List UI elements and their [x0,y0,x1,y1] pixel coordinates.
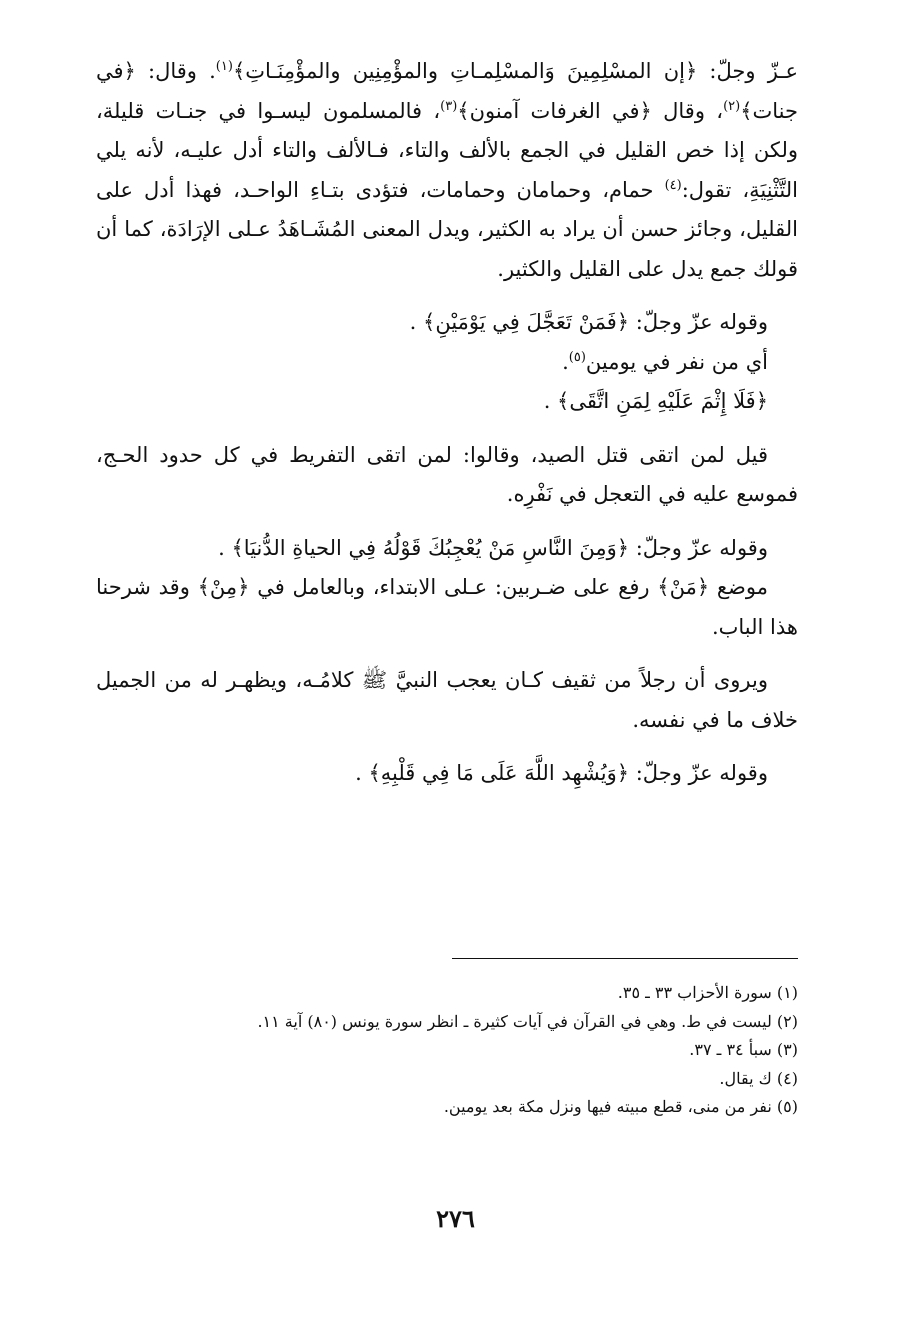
verse-line: وقوله عزّ وجلّ: ﴿فَمَنْ تَعَجَّلَ فِي يَوْمَيْنِ﴾ . [409,310,768,334]
text-run: . وقال: ﴿في جنات﴾ [96,59,798,123]
text-run: عـزّ وجلّ: ﴿إن المسْلِمِينَ وَالمسْلِمـاتِ والمؤْمِنِين والمؤْمِنَـاتِ﴾ [232,59,798,83]
body-text [96,52,798,794]
text-run: ، فالمسلمون ليسـوا في جنـات قليلة، ولكن إذا خص القليل في الجمع بالألف والتاء، فـالألف والتاء أدل عليـه، لأنه يلي التَّثْنِيَةِ، تقول: [96,98,798,202]
footnote-1: (١) سورة الأحزاب ٣٣ ـ ٣٥. [617,983,798,1002]
verse-line: وقوله عزّ وجلّ: ﴿وَيُشْهِد اللَّهَ عَلَى مَا فِي قَلْبِهِ﴾ . [355,761,768,785]
paragraph: ويروى أن رجلاً من ثقيف كـان يعجب النبيَّ ﷺ كلامُـه، ويظهـر له من الجميل خلاف ما في نفسه. [96,668,798,732]
text-run: حمام، وحمامان وحمامات، فتؤدى بتـاءِ الواحـد، فهذا أدل على القليل، وجائز حسن أن يراد به الكثير، ويدل المعنى المُشَـاهَدُ عـلى الإرَادَة، كما أن قولك جمع يدل على القليل والكثير. [96,177,798,281]
main-text [96,52,798,794]
footnote-ref[interactable]: (٤) [664,177,682,193]
paragraph [96,52,798,289]
footnote-5: (٥) نفر من منى، قطع مبيته فيها ونزل مكة بعد يومين. [443,1097,798,1117]
footnote-ref[interactable]: (٣) [440,98,458,114]
verse-gloss [96,343,798,383]
verse-line: ﴿فَلَا إِثْمَ عَلَيْهِ لِمَنِ اتَّقَى﴾ . [543,389,768,413]
page-number: ٢٧٦ [436,1204,475,1233]
footnote-divider [452,958,798,959]
footnote-ref[interactable]: (٥) [568,349,586,365]
footnote-2: (٢) ليست في ط. وهي في القرآن في آيات كثيرة ـ انظر سورة يونس (٨٠) آية ١١. [257,1011,798,1031]
footnote-4: (٤) ك يقال. [719,1068,798,1088]
footnote-ref[interactable]: (١) [215,59,233,74]
verse-line: وقوله عزّ وجلّ: ﴿وَمِنَ النَّاسِ مَنْ يُعْجِبُكَ قَوْلُهُ فِي الحياةِ الدُّنيَا﴾ . [218,535,768,560]
paragraph: موضع ﴿مَنْ﴾ رفع على ضـربين: عـلى الابتداء، وبالعامل في ﴿مِنْ﴾ وقد شرحنا هذا الباب. [96,575,798,639]
text-run: أي من نفر في يومين [585,349,768,374]
text-run: . [562,349,569,374]
footnote-3: (٣) سبأ ٣٤ ـ ٣٧. [689,1040,798,1060]
text-run: ، وقال ﴿في الغرفات آمنون﴾ [457,98,724,123]
footnotes-section [200,958,798,1122]
paragraph: قيل لمن اتقى قتل الصيد، وقالوا: لمن اتقى التفريط في كل حدود الحـج، فموسع عليه في التعجل في نَفْرِه. [96,442,798,506]
footnote-ref[interactable]: (٢) [723,98,741,114]
